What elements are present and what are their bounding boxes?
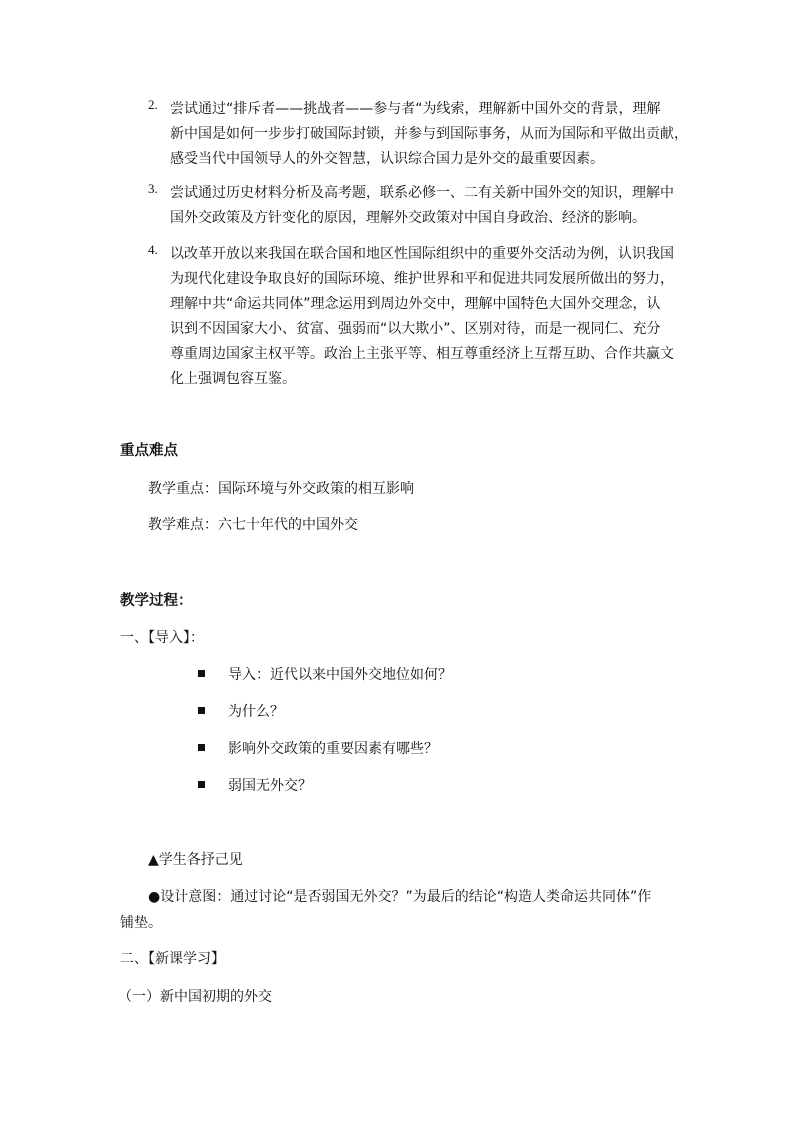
text-line: 新中国是如何一步步打破国际封锁，并参与到国际事务，从而为国际和平做出贡献， <box>170 126 688 142</box>
text-line: 以改革开放以来我国在联合国和地区性国际组织中的重要外交活动为例，认识我国 <box>170 246 674 262</box>
item-text <box>170 181 690 231</box>
bullet-item <box>198 701 284 721</box>
design-intent-continued: 铺垫。 <box>120 915 162 931</box>
item-number: 3. <box>148 181 158 196</box>
process-heading: 教学过程： <box>120 593 193 609</box>
item-text <box>170 242 690 392</box>
text-line: 尊重周边国家主权平等。政治上主张平等、相互尊重经济上互帮互助、合作共赢文 <box>170 346 674 362</box>
bullet-item <box>198 738 438 758</box>
student-note: ▲学生各抒己见 <box>148 852 243 868</box>
square-bullet-icon <box>198 707 205 714</box>
item-number: 2. <box>148 97 158 112</box>
square-bullet-icon <box>198 744 205 751</box>
square-bullet-icon <box>198 670 205 677</box>
teaching-difficulty: 教学难点：六七十年代的中国外交 <box>148 517 358 533</box>
subsection-title: （一）新中国初期的外交 <box>118 989 272 1005</box>
text-line: 尝试通过历史材料分析及高考题，联系必修一、二有关新中国外交的知识，理解中 <box>170 185 674 201</box>
bullet-text: 导入：近代以来中国外交地位如何？ <box>228 667 452 683</box>
text-line: 尝试通过“排斥者——挑战者——参与者“为线索，理解新中国外交的背景，理解 <box>170 101 661 117</box>
item-number: 4. <box>148 242 158 257</box>
design-intent: ●设计意图：通过讨论“是否弱国无外交？”为最后的结论“构造人类命运共同体”作 <box>148 889 652 905</box>
part2-title: 二、【新课学习】 <box>120 951 225 967</box>
bullet-item <box>198 775 312 795</box>
text-line: 为现代化建设争取良好的国际环境、维护世界和平和促进共同发展所做出的努力， <box>170 271 674 287</box>
bullet-text: 影响外交政策的重要因素有哪些？ <box>228 741 438 757</box>
key-points-heading: 重点难点 <box>120 443 178 459</box>
bullet-item <box>198 664 452 684</box>
text-line: 化上强调包容互鉴。 <box>170 371 296 387</box>
bullet-text: 弱国无外交？ <box>228 778 312 794</box>
text-line: 感受当代中国领导人的外交智慧，认识综合国力是外交的最重要因素。 <box>170 151 604 167</box>
bullet-text: 为什么？ <box>228 704 284 720</box>
part1-title: 一、【导入】： <box>120 630 204 646</box>
square-bullet-icon <box>198 781 205 788</box>
text-line: 国外交政策及方针变化的原因，理解外交政策对中国自身政治、经济的影响。 <box>170 210 646 226</box>
item-text <box>170 97 690 172</box>
teaching-focus: 教学重点：国际环境与外交政策的相互影响 <box>148 481 414 497</box>
text-line: 识到不因国家大小、贫富、强弱而“以大欺小”、区别对待，而是一视同仁、充分 <box>170 321 661 337</box>
text-line: 理解中共“命运共同体”理念运用到周边外交中，理解中国特色大国外交理念，认 <box>170 296 661 312</box>
